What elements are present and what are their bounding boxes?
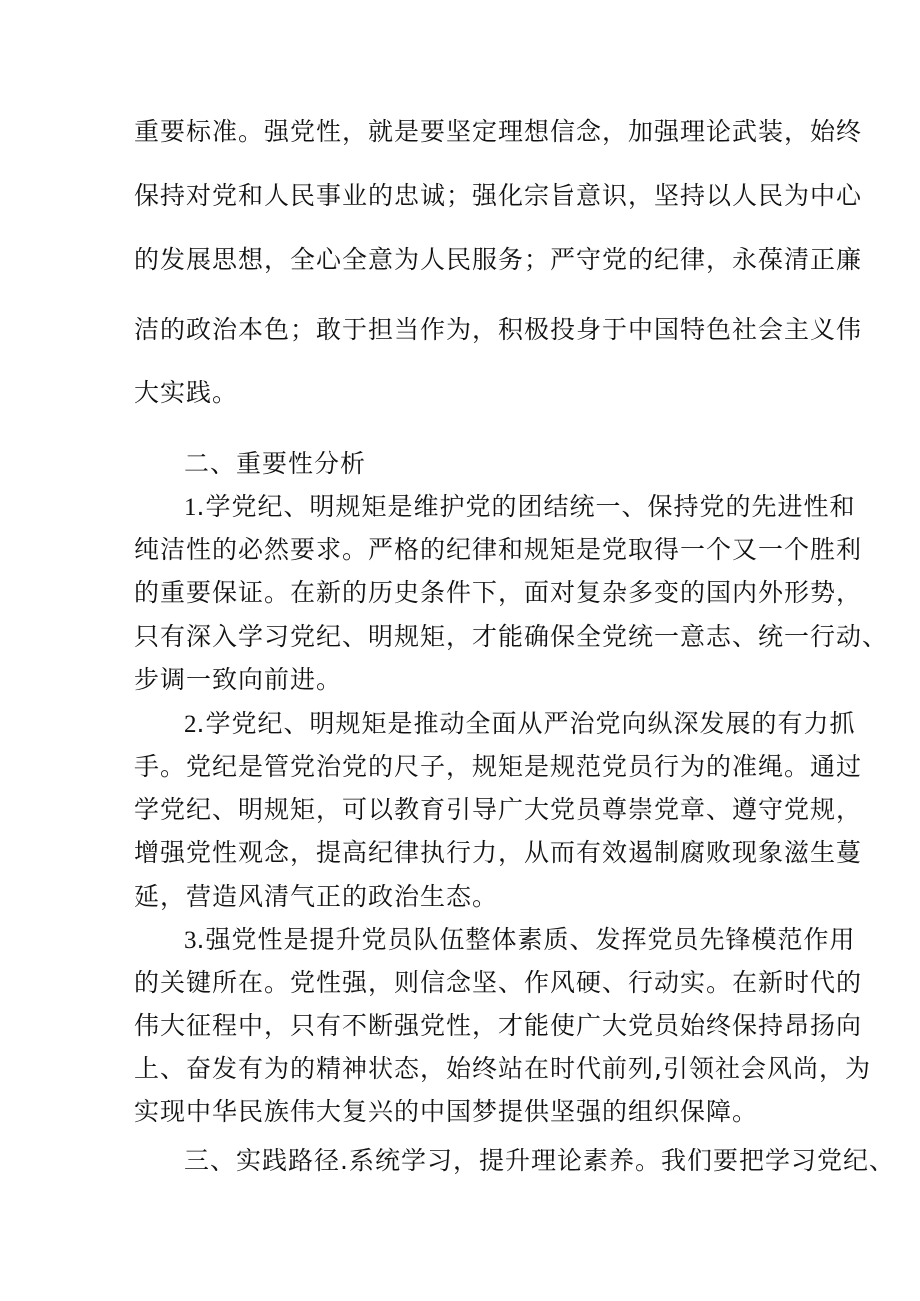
text-line: 步调一致向前进。 bbox=[134, 665, 343, 694]
text-line: 学党纪、明规矩，可以教育引导广大党员尊崇党章、遵守党规， bbox=[134, 795, 863, 824]
numbered-point-3 bbox=[184, 925, 855, 956]
text-line: 大实践。 bbox=[134, 378, 239, 407]
text-line: 洁的政治本色；敢于担当作为，积极投身于中国特色社会主义伟 bbox=[134, 315, 863, 344]
text-line: .学党纪、明规矩是维护党的团结统一、保持党的先进性和 bbox=[196, 492, 856, 521]
section-heading: 二、重要性分析 bbox=[184, 449, 367, 478]
section-heading: 三、实践路径.系统学习，提升理论素养。我们要把学习党纪、 bbox=[184, 1146, 895, 1175]
text-line: 的重要保证。在新的历史条件下，面对复杂多变的国内外形势， bbox=[134, 578, 863, 607]
point-number: 2 bbox=[184, 711, 197, 738]
point-number: 3 bbox=[184, 927, 197, 954]
numbered-point-1 bbox=[184, 492, 855, 523]
text-line: 纯洁性的必然要求。严格的纪律和规矩是党取得一个又一个胜利 bbox=[134, 535, 863, 564]
text-line: 只有深入学习党纪、明规矩，才能确保全党统一意志、统一行动、 bbox=[134, 622, 889, 651]
text-line: 伟大征程中，只有不断强党性，才能使广大党员始终保持昂扬向 bbox=[134, 1011, 863, 1040]
numbered-point-2 bbox=[184, 709, 855, 740]
text-line: 延，营造风清气正的政治生态。 bbox=[134, 882, 499, 911]
point-number: 1 bbox=[184, 494, 197, 521]
text-line: 的关键所在。党性强，则信念坚、作风硬、行动实。在新时代的 bbox=[134, 968, 863, 997]
text-line: 的发展思想，全心全意为人民服务；严守党的纪律，永葆清正廉 bbox=[134, 245, 863, 274]
text-line: .强党性是提升党员队伍整体素质、发挥党员先锋模范作用 bbox=[196, 925, 856, 954]
text-line: 增强党性观念，提高纪律执行力，从而有效遏制腐败现象滋生蔓 bbox=[134, 838, 863, 867]
text-line: .学党纪、明规矩是推动全面从严治党向纵深发展的有力抓 bbox=[196, 709, 856, 738]
text-line: 上、奋发有为的精神状态，始终站在时代前列,引领社会风尚，为 bbox=[134, 1054, 871, 1083]
text-line: 实现中华民族伟大复兴的中国梦提供坚强的组织保障。 bbox=[134, 1097, 759, 1126]
text-line: 保持对党和人民事业的忠诚；强化宗旨意识，坚持以人民为中心 bbox=[134, 181, 863, 210]
text-line: 手。党纪是管党治党的尺子，规矩是规范党员行为的准绳。通过 bbox=[134, 752, 863, 781]
text-line: 重要标准。强党性，就是要坚定理想信念，加强理论武装，始终 bbox=[134, 117, 863, 146]
